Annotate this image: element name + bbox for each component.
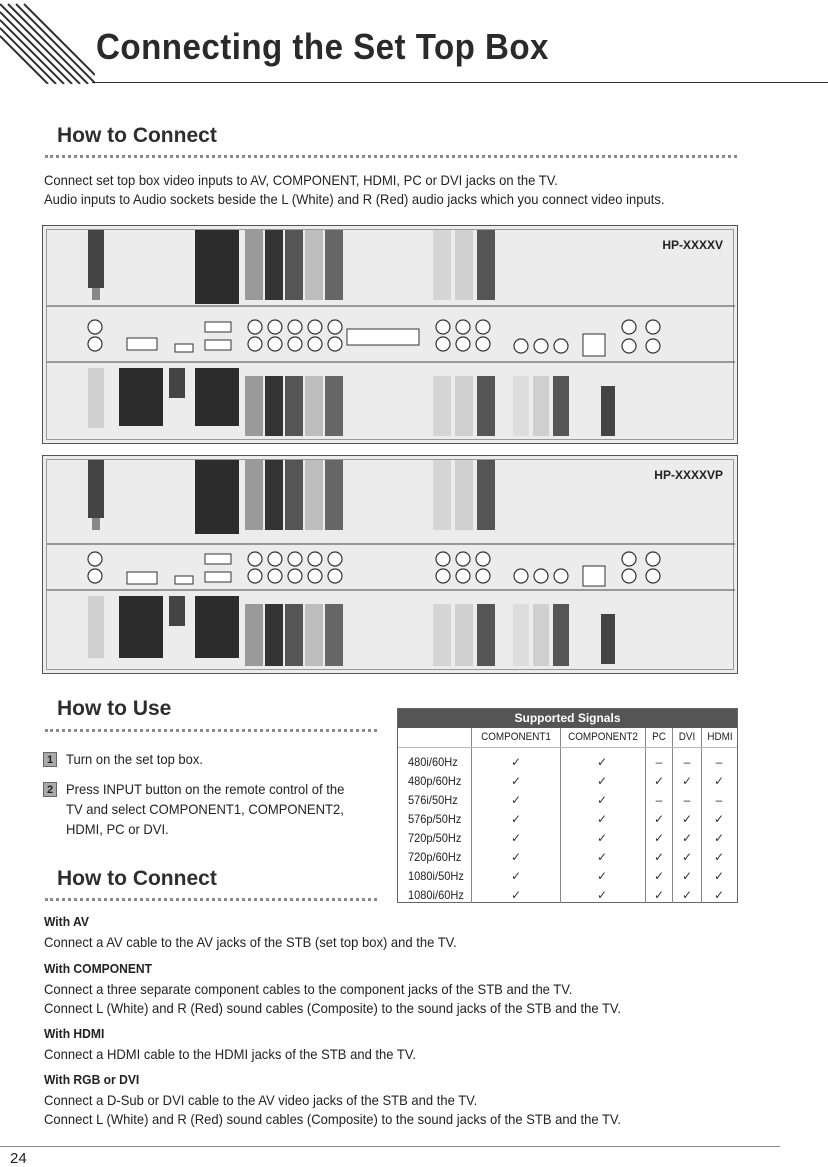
row-label: 480i/60Hz [408,755,458,769]
table-cell: ✓ [653,812,665,826]
column-header: COMPONENT1 [481,731,551,743]
row-label: 480p/60Hz [408,774,462,788]
table-cell: ✓ [596,793,608,807]
table-cell: ✓ [681,774,693,788]
supported-signals-table [397,708,738,903]
column-header: PC [652,731,666,743]
table-cell: – [715,755,723,769]
row-label: 1080i/50Hz [408,869,464,883]
table-cell: ✓ [713,831,725,845]
row-label: 720p/60Hz [408,850,462,864]
step-2-text-line: HDMI, PC or DVI. [66,821,169,837]
table-cell: ✓ [510,850,522,864]
table-cell: ✓ [713,869,725,883]
header-underline [398,747,737,748]
step-2-text-line: Press INPUT button on the remote control of the [66,781,345,797]
row-label: 1080i/60Hz [408,888,464,902]
with-rgb-dvi-text: Connect a D-Sub or DVI cable to the AV video jacks of the STB and the TV. [44,1092,478,1108]
with-av-heading: With AV [44,914,89,929]
table-cell: ✓ [681,812,693,826]
with-component-heading: With COMPONENT [44,961,153,976]
section-divider [45,898,377,901]
table-cell: ✓ [653,869,665,883]
table-cell: ✓ [510,774,522,788]
step-badge: 2 [43,782,57,797]
footer-rule [0,1146,780,1147]
table-cell: – [655,793,663,807]
with-component-text: Connect L (White) and R (Red) sound cables (Composite) to the sound jacks of the STB and the TV. [44,1000,622,1016]
page-number: 24 [10,1150,27,1167]
model-label-top: HP-XXXXV [662,238,723,252]
table-cell: ✓ [510,812,522,826]
table-cell: ✓ [653,831,665,845]
table-cell: ✓ [653,888,665,902]
table-cell: ✓ [510,888,522,902]
with-hdmi-text: Connect a HDMI cable to the HDMI jacks of the STB and the TV. [44,1046,416,1062]
intro-line-2: Audio inputs to Audio sockets beside the L (White) and R (Red) audio jacks which you connect video inputs. [44,191,665,207]
table-divider [560,728,561,903]
table-cell: – [683,793,691,807]
table-cell: ✓ [596,812,608,826]
table-cell: ✓ [681,831,693,845]
table-cell: ✓ [596,888,608,902]
table-cell: ✓ [596,869,608,883]
table-cell: ✓ [653,774,665,788]
page-title: Connecting the Set Top Box [96,26,549,67]
with-rgb-dvi-text: Connect L (White) and R (Red) sound cables (Composite) to the sound jacks of the STB and the TV. [44,1111,622,1127]
table-cell: ✓ [510,831,522,845]
table-cell: ✓ [510,869,522,883]
column-header: DVI [678,731,696,743]
connection-diagram-bottom-art [43,456,738,674]
table-cell: ✓ [510,793,522,807]
title-rule [92,82,828,83]
table-cell: ✓ [510,755,522,769]
intro-line-1: Connect set top box video inputs to AV, COMPONENT, HDMI, PC or DVI jacks on the TV. [44,172,558,188]
section-divider [45,155,737,158]
connection-diagram-top [42,225,738,444]
column-header: COMPONENT2 [568,731,638,743]
with-component-text: Connect a three separate component cables to the component jacks of the STB and the TV. [44,981,573,997]
table-cell: ✓ [713,774,725,788]
step-badge: 1 [43,752,57,767]
step-1-text: Turn on the set top box. [66,751,204,767]
table-cell: – [655,755,663,769]
table-title: Supported Signals [398,709,737,728]
connection-diagram-top-art [43,226,738,444]
with-hdmi-heading: With HDMI [44,1026,105,1041]
row-label: 720p/50Hz [408,831,462,845]
table-cell: ✓ [713,850,725,864]
step-2-text-line: TV and select COMPONENT1, COMPONENT2, [66,801,344,817]
table-cell: ✓ [596,755,608,769]
table-cell: ✓ [713,812,725,826]
table-cell: ✓ [653,850,665,864]
table-cell: ✓ [596,850,608,864]
section-heading-how-to-connect: How to Connect [57,124,217,147]
table-cell: – [683,755,691,769]
row-label: 576i/50Hz [408,793,458,807]
with-rgb-dvi-heading: With RGB or DVI [44,1072,140,1087]
column-header: HDMI [707,731,733,743]
table-cell: – [715,793,723,807]
section-heading-how-to-use: How to Use [57,697,172,720]
table-cell: ✓ [681,888,693,902]
table-cell: ✓ [681,850,693,864]
title-hatch-decoration [0,0,95,84]
model-label-bottom: HP-XXXXVP [654,468,723,482]
table-cell: ✓ [713,888,725,902]
table-cell: ✓ [596,831,608,845]
row-label: 576p/50Hz [408,812,462,826]
with-av-text: Connect a AV cable to the AV jacks of the STB (set top box) and the TV. [44,934,457,950]
connection-diagram-bottom [42,455,738,674]
table-cell: ✓ [681,869,693,883]
section-heading-how-to-connect-2: How to Connect [57,867,217,890]
table-divider [471,728,472,903]
table-cell: ✓ [596,774,608,788]
section-divider [45,729,377,732]
